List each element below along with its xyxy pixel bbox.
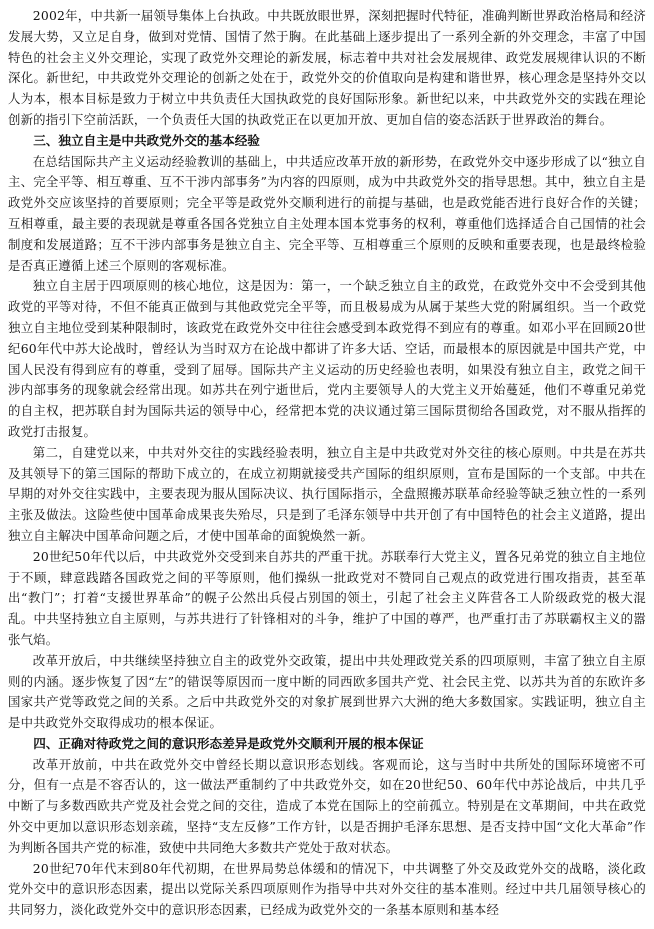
paragraph-four-principles: 在总结国际共产主义运动经验教训的基础上，中共适应改革开放的新形势，在政党外交中逐步形成了以“独立自主、完全平等、相互尊重、互不干涉内部事务”为内容的四原则，成为中共政党外交的指导思想。其中，独立自主是政党外交应该坚持的首要原则；完全平等是政党外交顺利进行的前提与基础，也是政党能否进行良好合作的关键；互相尊重，最主要的表现就是尊重各国各党独立自主处理本国本党事务的权利，尊重他们选择适合自己国情的社会制度和发展道路；互不干涉内部事务是独立自主、完全平等、互相尊重三个原则的反映和重要表现，也是最终检验是否真正遵循上述三个原则的客观标准。 xyxy=(8,153,646,273)
paragraph-reform-era: 改革开放后，中共继续坚持独立自主的政党外交政策，提出中共处理政党关系的四项原则，丰富了独立自主原则的内涵。逐步恢复了因“左”的错误等原因而一度中断的同西欧多国共产党、社会民主党、以苏共为首的东欧许多国家共产党等政党之间的关系。之后中共政党外交的对象扩展到世界六大洲的绝大多数国家。实践证明，独立自主是中共政党外交取得成功的根本保证。 xyxy=(8,652,646,731)
paragraph-1970s: 20世纪70年代末到80年代初期，在世界局势总体缓和的情况下，中共调整了外交及政党外交的战略，淡化政党外交中的意识形态因素，提出以党际关系四项原则作为指导中共对外交往的基本准则。经过中共几届领导核心的共同努力，淡化政党外交中的意识形态因素，已经成为政党外交的一条基本原则和基本经 xyxy=(8,860,646,918)
paragraph-ideology: 改革开放前，中共在政党外交中曾经长期以意识形态划线。客观而论，这与当时中共所处的国际环境密不可分，但有一点是不容否认的，这一做法严重制约了中共政党外交，如在20世纪50、60年代中苏论战后，中共几乎中断了与多数西欧共产党及社会党之间的交往，造成了本党在国际上的空前孤立。特别是在文革期间，中共在政党外交中更加以意识形态划亲疏，坚持“支左反修”工作方针，以是否拥护毛泽东思想、是否支持中国“文化大革命”作为判断各国共产党的标准，致使中共同绝大多数共产党处于敌对状态。 xyxy=(8,756,646,855)
section-heading-3: 三、独立自主是中共政党外交的基本经验 xyxy=(33,132,260,148)
paragraph-intro: 2002年，中共新一届领导集体上台执政。中共既放眼世界，深刻把握时代特征，准确判断世界政治格局和经济发展大势，又立足自身，做到对党情、国情了然于胸。在此基础上逐步提出了一系列全新的外交理念，丰富了中国特色的社会主义外交理论，实现了政党外交理论的新发展，标志着中共对社会发展规律、政党发展规律认识的不断深化。新世纪，中共政党外交理论的创新之处在于，政党外交的价值取向是构建和谐世界，核心理念是坚持外交以人为本，根本目标是致力于树立中共负责任大国执政党的良好国际形象。新世纪以来，中共政党外交的实践在理论创新的指引下空前活跃，一个负责任大国的执政党正在以更加开放、更加自信的姿态活跃于世界政治的舞台。 xyxy=(8,8,646,127)
paragraph-core-reasons: 独立自主居于四项原则的核心地位，这是因为：第一，一个缺乏独立自主的政党，在政党外交中不会受到其他政党的平等对待，不但不能真正做到与其他政党完全平等，而且极易成为从属于某些大党的附属组织。当一个政党独立自主地位受到某种限制时，该政党在政党外交中往往会感受到本政党得不到应有的尊重。如邓小平在回顾20世纪60年代中苏大论战时，曾经认为当时双方在论战中都讲了许多大话、空话，而最根本的原因就是中国共产党，中国人民没有得到应有的尊重，受到了屈辱。国际共产主义运动的历史经验也表明，如果没有独立自主，政党之间干涉内部事务的现象就会经常出现。如苏共在列宁逝世后，党内主要领导人的大党主义开始蔓延，他们不尊重兄弟党的自主权，把苏联自封为国际共运的领导中心，经常把本党的决议通过第三国际贯彻给各国政党，对不服从指挥的政党打击报复。 xyxy=(8,278,646,439)
section-heading-4: 四、正确对待政党之间的意识形态差异是政党外交顺利开展的根本保证 xyxy=(33,735,424,751)
paragraph-party-history: 第二，自建党以来，中共对外交往的实践经验表明，独立自主是中共政党对外交往的核心原则。中共是在苏共及其领导下的第三国际的帮助下成立的，在成立初期就接受共产国际的组织原则，宣布是国际的一个支部。中共在早期的对外交往实践中，主要表现为服从国际决议、执行国际指示，全盘照搬苏联革命经验等缺乏独立性的一系列主张及做法。这险些使中国革命成果丧失殆尽，只是到了毛泽东领导中共开创了有中国特色的社会主义道路，提出独立自主解决中国革命问题之后，才使中国革命的面貌焕然一新。 xyxy=(8,444,646,543)
paragraph-1950s: 20世纪50年代以后，中共政党外交受到来自苏共的严重干扰。苏联奉行大党主义，置各兄弟党的独立自主地位于不顾，肆意践踏各国政党之间的平等原则，他们操纵一批政党对不赞同自己观点的政党进行围攻指责，甚至革出“教门”；打着“支援世界革命”的幌子公然出兵侵占别国的领土，引起了社会主义阵营各工人阶级政党的极大混乱。中共坚持独立自主原则，与苏共进行了针锋相对的斗争，维护了中国的尊严，也严重打击了苏联霸权主义的嚣张气焰。 xyxy=(8,548,646,647)
